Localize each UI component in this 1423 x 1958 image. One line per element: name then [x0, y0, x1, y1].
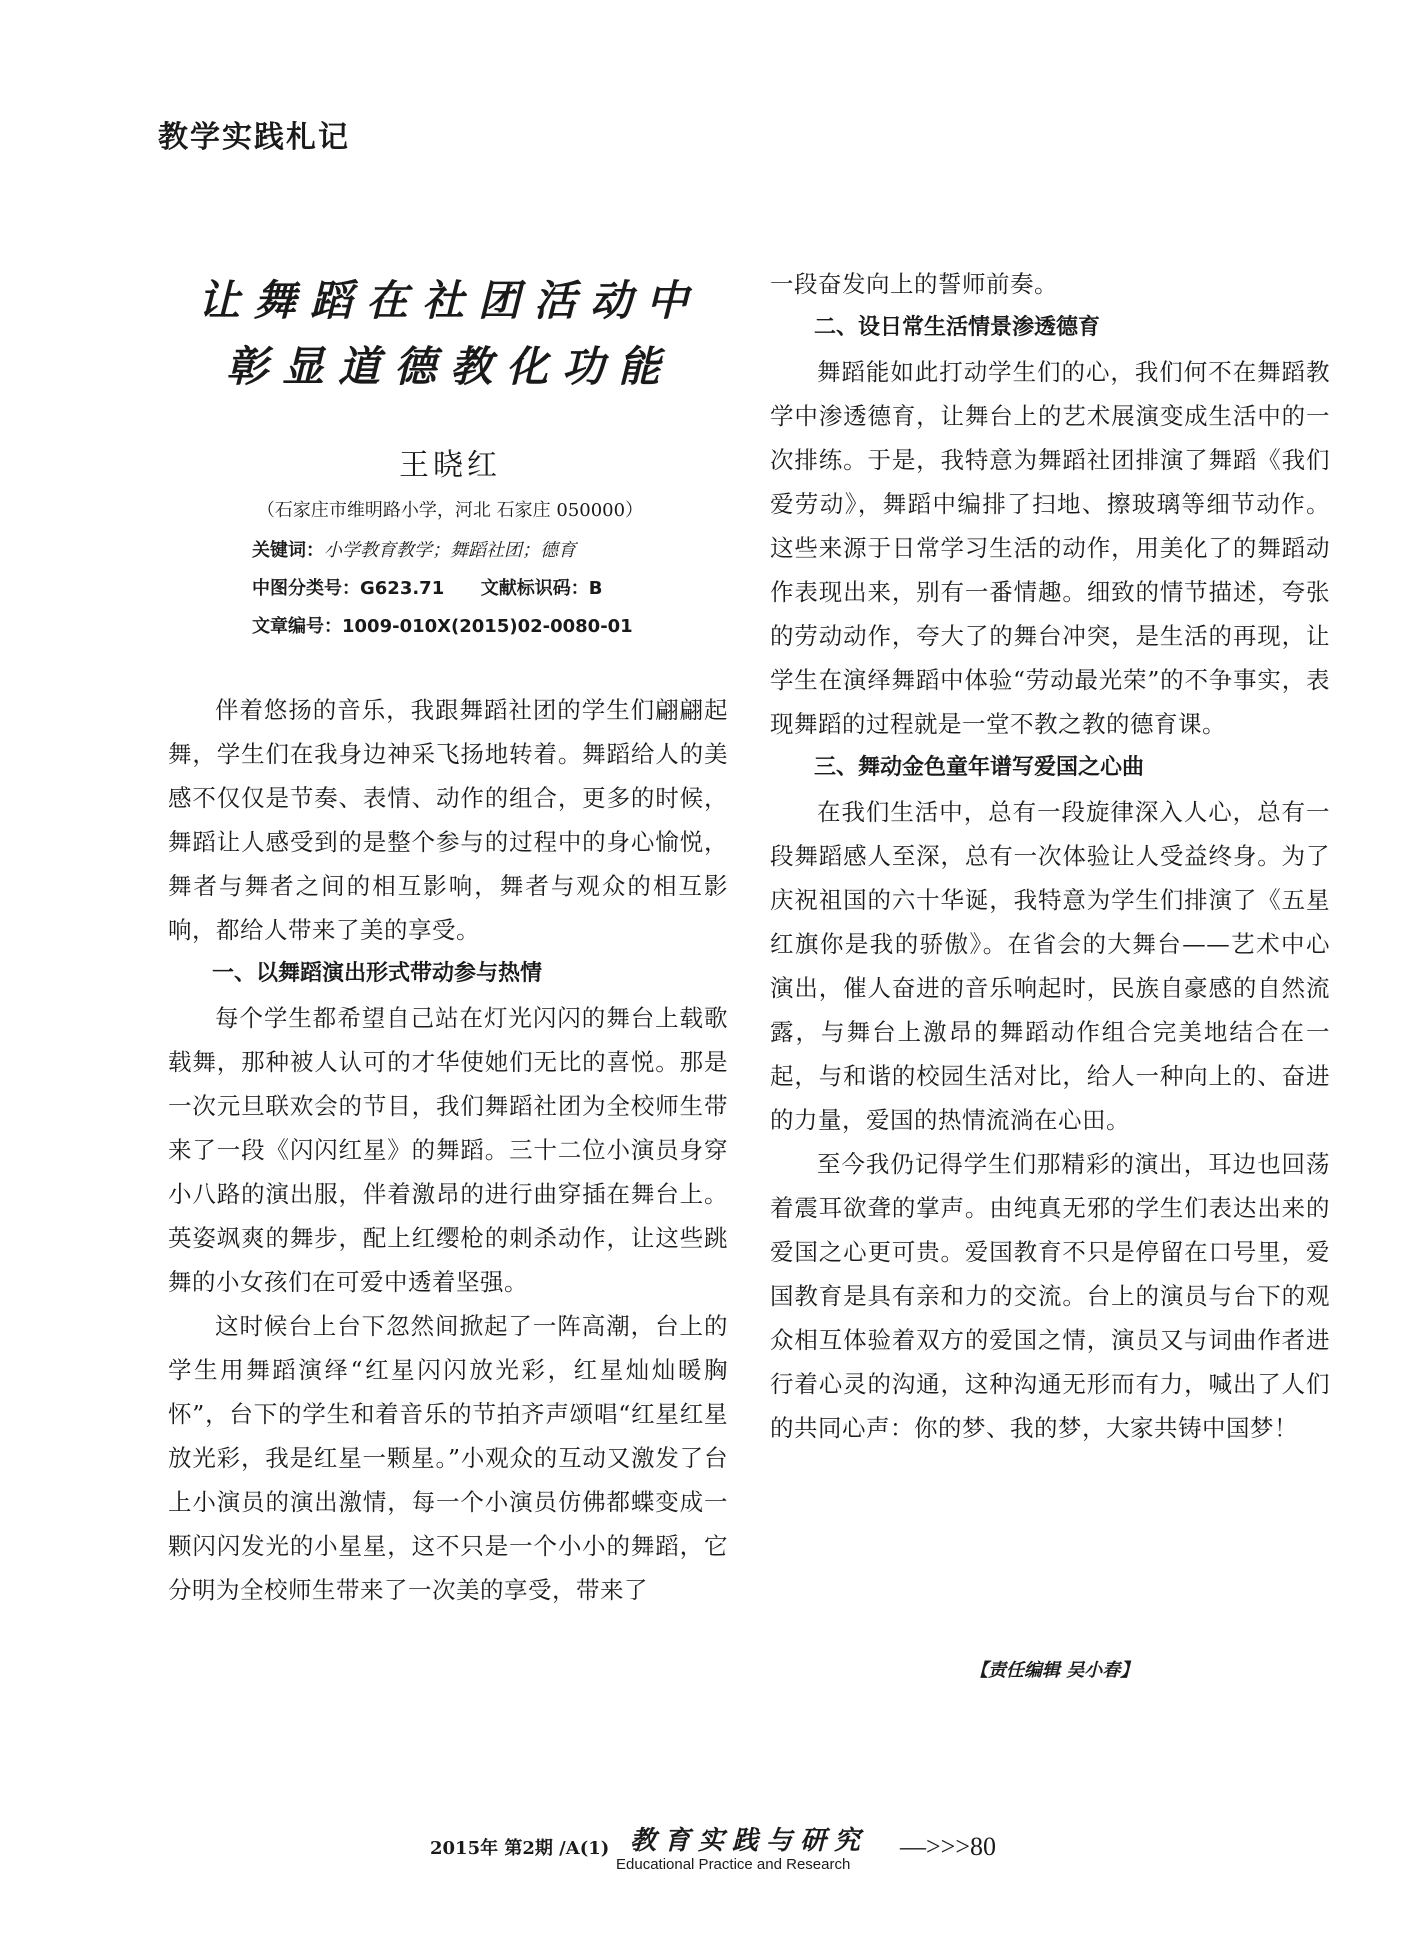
- title-line-2: 彰显道德教化功能: [225, 342, 674, 391]
- article-number-value: 1009-010X(2015)02-0080-01: [342, 616, 633, 637]
- section-heading-3: 三、舞动金色童年谱写爱国之心曲: [814, 755, 1145, 780]
- keywords-line: [252, 536, 576, 562]
- journal-title-cn: 教育实践与研究: [630, 1826, 869, 1856]
- body-left-column: [168, 688, 728, 1612]
- section-heading-2: 二、设日常生活情景渗透德育: [814, 315, 1101, 340]
- clc-label: 中图分类号：: [252, 578, 360, 599]
- paragraph-continued: 一段奋发向上的誓师前奏。: [770, 270, 1058, 298]
- journal-title-en: Educational Practice and Research: [616, 1856, 851, 1873]
- paragraph: 至今我仍记得学生们那精彩的演出，耳边也回荡着震耳欲聋的掌声。由纯真无邪的学生们表达出来的爱国之心更可贵。爱国教育不只是停留在口号里，爱国教育是具有亲和力的交流。台上的演员与台下的观众相互体验着双方的爱国之情，演员又与词曲作者进行着心灵的沟通，这种沟通无形而有力，喊出了人们的共同心声：你的梦、我的梦，大家共铸中国梦！: [770, 1150, 1330, 1442]
- article-title: [170, 268, 730, 400]
- doc-code-label: 文献标识码：: [480, 578, 589, 599]
- paragraph: 这时候台上台下忽然间掀起了一阵高潮，台上的学生用舞蹈演绎“红星闪闪放光彩，红星灿灿暖胸怀”，台下的学生和着音乐的节拍齐声颂唱“红星红星放光彩，我是红星一颗星。”小观众的互动又激发了台上小演员的演出激情，每一个小演员仿佛都蝶变成一颗闪闪发光的小星星，这不只是一个小小的舞蹈，它分明为全校师生带来了一次美的享受，带来了: [168, 1312, 728, 1604]
- paragraph: 在我们生活中，总有一段旋律深入人心，总有一段舞蹈感人至深，总有一次体验让人受益终身。为了庆祝祖国的六十华诞，我特意为学生们排演了《五星红旗你是我的骄傲》。在省会的大舞台——艺术中心演出，催人奋进的音乐响起时，民族自豪感的自然流露，与舞台上激昂的舞蹈动作组合完美地结合在一起，与和谐的校园生活对比，给人一种向上的、奋进的力量，爱国的热情流淌在心田。: [770, 798, 1330, 1134]
- title-line-1: 让舞蹈在社团活动中: [197, 276, 702, 325]
- article-number-label: 文章编号：: [252, 616, 342, 637]
- paragraph: 舞蹈能如此打动学生们的心，我们何不在舞蹈教学中渗透德育，让舞台上的艺术展演变成生活中的一次排练。于是，我特意为舞蹈社团排演了舞蹈《我们爱劳动》，舞蹈中编排了扫地、擦玻璃等细节动作。这些来源于日常学习生活的动作，用美化了的舞蹈动作表现出来，别有一番情趣。细致的情节描述，夸张的劳动动作，夸大了的舞台冲突，是生活的再现，让学生在演绎舞蹈中体验“劳动最光荣”的不争事实，表现舞蹈的过程就是一堂不教之教的德育课。: [770, 358, 1330, 738]
- section-heading-1: 一、以舞蹈演出形式带动参与热情: [212, 961, 543, 986]
- doc-code-value: B: [588, 578, 603, 599]
- author-name: 王晓红: [399, 448, 501, 483]
- issue-info: 2015年 第2期 /A(1): [430, 1838, 610, 1859]
- page-number: —>>>80: [900, 1832, 996, 1861]
- paragraph: 伴着悠扬的音乐，我跟舞蹈社团的学生们翩翩起舞，学生们在我身边神采飞扬地转着。舞蹈给人的美感不仅仅是节奏、表情、动作的组合，更多的时候，舞蹈让人感受到的是整个参与的过程中的身心愉悦，舞者与舞者之间的相互影响，舞者与观众的相互影响，都给人带来了美的享受。: [168, 696, 728, 944]
- responsible-editor: 【责任编辑 吴小春】: [970, 1660, 1139, 1681]
- keywords-value: 小学教育教学；舞蹈社团；德育: [324, 540, 576, 561]
- column-label: 教学实践札记: [158, 120, 350, 155]
- classification-line: [252, 574, 603, 600]
- body-right-column: [770, 262, 1330, 1450]
- clc-value: G623.71: [360, 578, 445, 599]
- keywords-label: 关键词：: [252, 540, 324, 561]
- author-affiliation: （石家庄市维明路小学，河北 石家庄 050000）: [256, 500, 644, 521]
- paragraph: 每个学生都希望自己站在灯光闪闪的舞台上载歌载舞，那种被人认可的才华使她们无比的喜悦。那是一次元旦联欢会的节目，我们舞蹈社团为全校师生带来了一段《闪闪红星》的舞蹈。三十二位小演员身穿小八路的演出服，伴着激昂的进行曲穿插在舞台上。英姿飒爽的舞步，配上红缨枪的刺杀动作，让这些跳舞的小女孩们在可爱中透着坚强。: [168, 1004, 728, 1296]
- article-number-line: [252, 612, 633, 638]
